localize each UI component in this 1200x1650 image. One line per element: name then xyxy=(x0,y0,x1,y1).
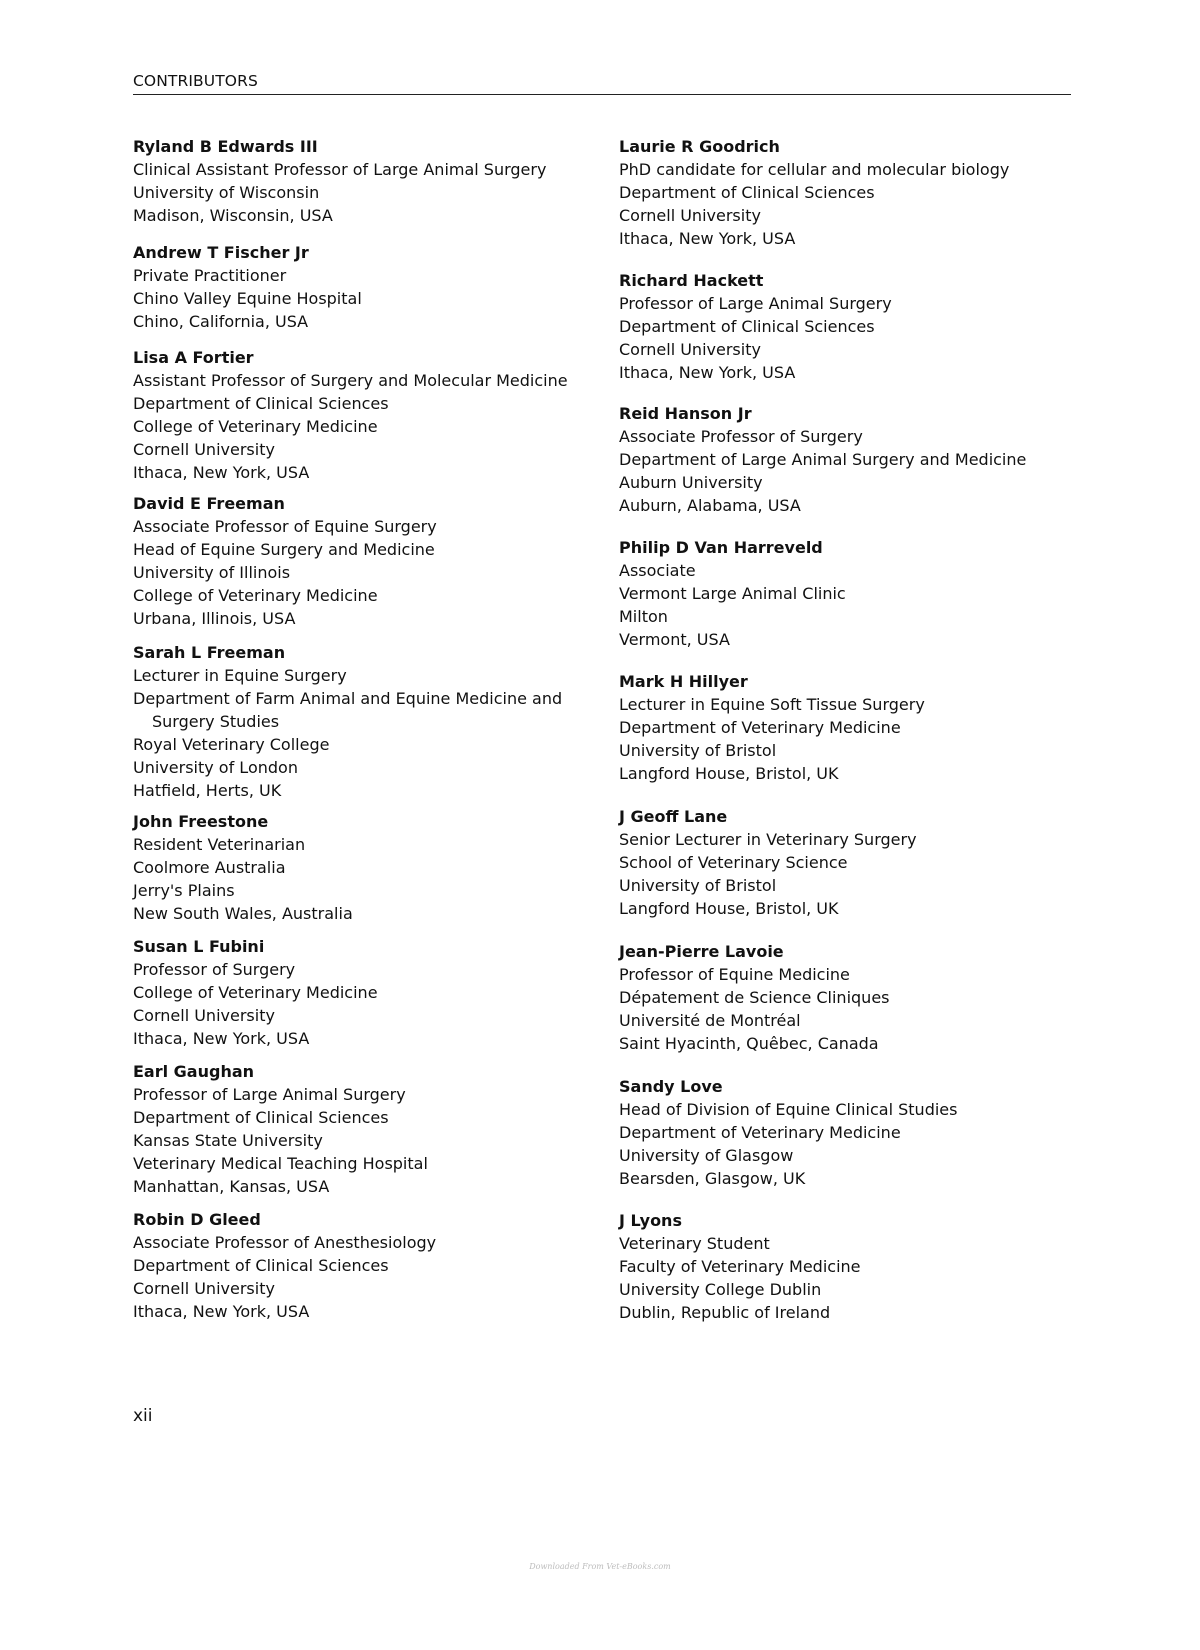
contributor-affiliation-line: Professor of Surgery xyxy=(133,960,296,979)
contributor-affiliation-line: Ithaca, New York, USA xyxy=(619,363,796,382)
contributor-affiliation-line: College of Veterinary Medicine xyxy=(133,417,378,436)
contributor-name: Susan L Fubini xyxy=(133,937,265,956)
contributor-affiliation-line: Hatfield, Herts, UK xyxy=(133,781,282,800)
contributor-name: Andrew T Fischer Jr xyxy=(133,243,309,262)
contributor-affiliation-line: Associate xyxy=(619,561,696,580)
contributor-entry xyxy=(133,135,603,227)
contributor-affiliation-line: Veterinary Medical Teaching Hospital xyxy=(133,1154,428,1173)
contributor-affiliation-line: Bearsden, Glasgow, UK xyxy=(619,1169,806,1188)
contributor-affiliation-line: Department of Clinical Sciences xyxy=(133,1108,389,1127)
contributor-name: Sandy Love xyxy=(619,1077,723,1096)
contributor-affiliation-line: Professor of Large Animal Surgery xyxy=(133,1085,406,1104)
contributor-name: Philip D Van Harreveld xyxy=(619,538,823,557)
contributor-affiliation-line: Faculty of Veterinary Medicine xyxy=(619,1257,861,1276)
contributor-entry xyxy=(619,1209,1099,1324)
contributor-affiliation-line: Professor of Equine Medicine xyxy=(619,965,850,984)
contributor-affiliation-line: Lecturer in Equine Soft Tissue Surgery xyxy=(619,695,925,714)
contributor-affiliation-line: Madison, Wisconsin, USA xyxy=(133,206,333,225)
contributor-affiliation-line: Department of Clinical Sciences xyxy=(133,394,389,413)
contributor-affiliation-line: Department of Clinical Sciences xyxy=(619,183,875,202)
contributor-affiliation-line: University of Bristol xyxy=(619,741,777,760)
contributor-name: Lisa A Fortier xyxy=(133,348,254,367)
contributor-entry xyxy=(619,536,1099,651)
contributor-entry xyxy=(133,1208,603,1323)
contributor-entry xyxy=(133,935,603,1050)
contributor-entry xyxy=(619,402,1099,517)
contributor-affiliation-line: Department of Veterinary Medicine xyxy=(619,1123,901,1142)
contributor-affiliation-line: Chino, California, USA xyxy=(133,312,309,331)
contributor-entry xyxy=(133,1060,603,1198)
contributor-name: Ryland B Edwards III xyxy=(133,137,318,156)
contributor-entry xyxy=(619,1075,1099,1190)
watermark-text: Downloaded From Vet-eBooks.com xyxy=(529,1562,671,1571)
contributor-affiliation-line: Cornell University xyxy=(619,340,761,359)
contributor-name: J Lyons xyxy=(619,1211,682,1230)
contributor-affiliation-line: New South Wales, Australia xyxy=(133,904,353,923)
contributor-name: Robin D Gleed xyxy=(133,1210,261,1229)
contributor-affiliation-line: Associate Professor of Surgery xyxy=(619,427,863,446)
contributor-affiliation-line: Vermont Large Animal Clinic xyxy=(619,584,846,603)
contributor-affiliation-line: Milton xyxy=(619,607,668,626)
contributor-affiliation-line: Private Practitioner xyxy=(133,266,287,285)
contributor-affiliation-line: Department of Large Animal Surgery and Medicine xyxy=(619,450,1027,469)
contributor-entry xyxy=(133,810,603,925)
contributor-affiliation-line: Chino Valley Equine Hospital xyxy=(133,289,362,308)
contributor-affiliation-line: Royal Veterinary College xyxy=(133,735,330,754)
contributor-affiliation-line: University of Bristol xyxy=(619,876,777,895)
contributor-name: Richard Hackett xyxy=(619,271,764,290)
contributor-affiliation-line: Professor of Large Animal Surgery xyxy=(619,294,892,313)
contributor-affiliation-line: University of Wisconsin xyxy=(133,183,320,202)
contributor-affiliation-line: Université de Montréal xyxy=(619,1011,801,1030)
section-title: CONTRIBUTORS xyxy=(133,72,258,90)
contributor-affiliation-line: Dublin, Republic of Ireland xyxy=(619,1303,831,1322)
contributor-affiliation-line: Langford House, Bristol, UK xyxy=(619,899,839,918)
contributor-affiliation-line: Department of Veterinary Medicine xyxy=(619,718,901,737)
contributor-affiliation-line: Ithaca, New York, USA xyxy=(133,1029,310,1048)
contributor-affiliation-line: Dépatement de Science Cliniques xyxy=(619,988,890,1007)
contributor-affiliation-line: Clinical Assistant Professor of Large Animal Surgery xyxy=(133,160,547,179)
contributor-name: David E Freeman xyxy=(133,494,285,513)
contributor-affiliation-line: Head of Division of Equine Clinical Studies xyxy=(619,1100,958,1119)
contributor-affiliation-line: Associate Professor of Anesthesiology xyxy=(133,1233,437,1252)
contributor-name: Reid Hanson Jr xyxy=(619,404,752,423)
contributor-affiliation-line: PhD candidate for cellular and molecular biology xyxy=(619,160,1010,179)
contributor-affiliation-line: Jerry's Plains xyxy=(133,881,235,900)
running-header xyxy=(133,72,1071,95)
contributor-affiliation-line: College of Veterinary Medicine xyxy=(133,983,378,1002)
contributor-affiliation-line: Resident Veterinarian xyxy=(133,835,306,854)
contributor-name: J Geoff Lane xyxy=(619,807,728,826)
contributor-affiliation-line: Associate Professor of Equine Surgery xyxy=(133,517,437,536)
contributor-affiliation-line: Department of Clinical Sciences xyxy=(133,1256,389,1275)
contributor-affiliation-line: Vermont, USA xyxy=(619,630,730,649)
contributor-affiliation-line: Auburn, Alabama, USA xyxy=(619,496,801,515)
contributor-affiliation-line: Auburn University xyxy=(619,473,763,492)
contributor-affiliation-line: Lecturer in Equine Surgery xyxy=(133,666,347,685)
contributor-name: Sarah L Freeman xyxy=(133,643,286,662)
contributor-affiliation-line: Manhattan, Kansas, USA xyxy=(133,1177,330,1196)
contributor-affiliation-line: Cornell University xyxy=(619,206,761,225)
contributor-affiliation-line: College of Veterinary Medicine xyxy=(133,586,378,605)
contributor-name: Laurie R Goodrich xyxy=(619,137,780,156)
contributor-affiliation-line: Department of Clinical Sciences xyxy=(619,317,875,336)
contributor-affiliation-line: Coolmore Australia xyxy=(133,858,286,877)
contributor-entry xyxy=(619,940,1099,1055)
contributor-entry xyxy=(619,269,1099,384)
contributor-affiliation-line: Assistant Professor of Surgery and Molecular Medicine xyxy=(133,371,568,390)
contributor-affiliation-line: University of London xyxy=(133,758,298,777)
contributor-affiliation-line: Urbana, Illinois, USA xyxy=(133,609,296,628)
page-number: xii xyxy=(133,1406,153,1426)
contributor-affiliation-line: University College Dublin xyxy=(619,1280,822,1299)
contributor-affiliation-line: Ithaca, New York, USA xyxy=(133,463,310,482)
contributor-affiliation-line: Cornell University xyxy=(133,440,275,459)
contributor-entry xyxy=(619,135,1099,250)
contributor-entry xyxy=(619,670,1099,785)
contributor-name: Mark H Hillyer xyxy=(619,672,748,691)
contributor-affiliation-line: Ithaca, New York, USA xyxy=(133,1302,310,1321)
contributor-affiliation-line: Cornell University xyxy=(133,1006,275,1025)
contributor-affiliation-line: Kansas State University xyxy=(133,1131,323,1150)
contributor-entry xyxy=(133,241,603,333)
contributor-entry xyxy=(619,805,1099,920)
contributor-entry xyxy=(133,492,603,630)
contributor-affiliation-line: Saint Hyacinth, Quêbec, Canada xyxy=(619,1034,879,1053)
contributor-affiliation-line: Department of Farm Animal and Equine Medicine and Surgery Studies xyxy=(133,689,563,731)
contributor-name: Earl Gaughan xyxy=(133,1062,255,1081)
contributor-affiliation-line: University of Illinois xyxy=(133,563,291,582)
contributor-affiliation-line: University of Glasgow xyxy=(619,1146,794,1165)
contributor-affiliation-line: Head of Equine Surgery and Medicine xyxy=(133,540,435,559)
contributor-affiliation-line: Langford House, Bristol, UK xyxy=(619,764,839,783)
contributor-affiliation-line: Senior Lecturer in Veterinary Surgery xyxy=(619,830,917,849)
contributor-affiliation-line: Ithaca, New York, USA xyxy=(619,229,796,248)
contributor-affiliation-line: School of Veterinary Science xyxy=(619,853,848,872)
contributor-affiliation-line: Veterinary Student xyxy=(619,1234,770,1253)
contributor-entry xyxy=(133,346,603,484)
contributor-name: John Freestone xyxy=(133,812,269,831)
contributor-affiliation-line: Cornell University xyxy=(133,1279,275,1298)
contributor-entry xyxy=(133,641,603,802)
contributor-name: Jean-Pierre Lavoie xyxy=(619,942,784,961)
